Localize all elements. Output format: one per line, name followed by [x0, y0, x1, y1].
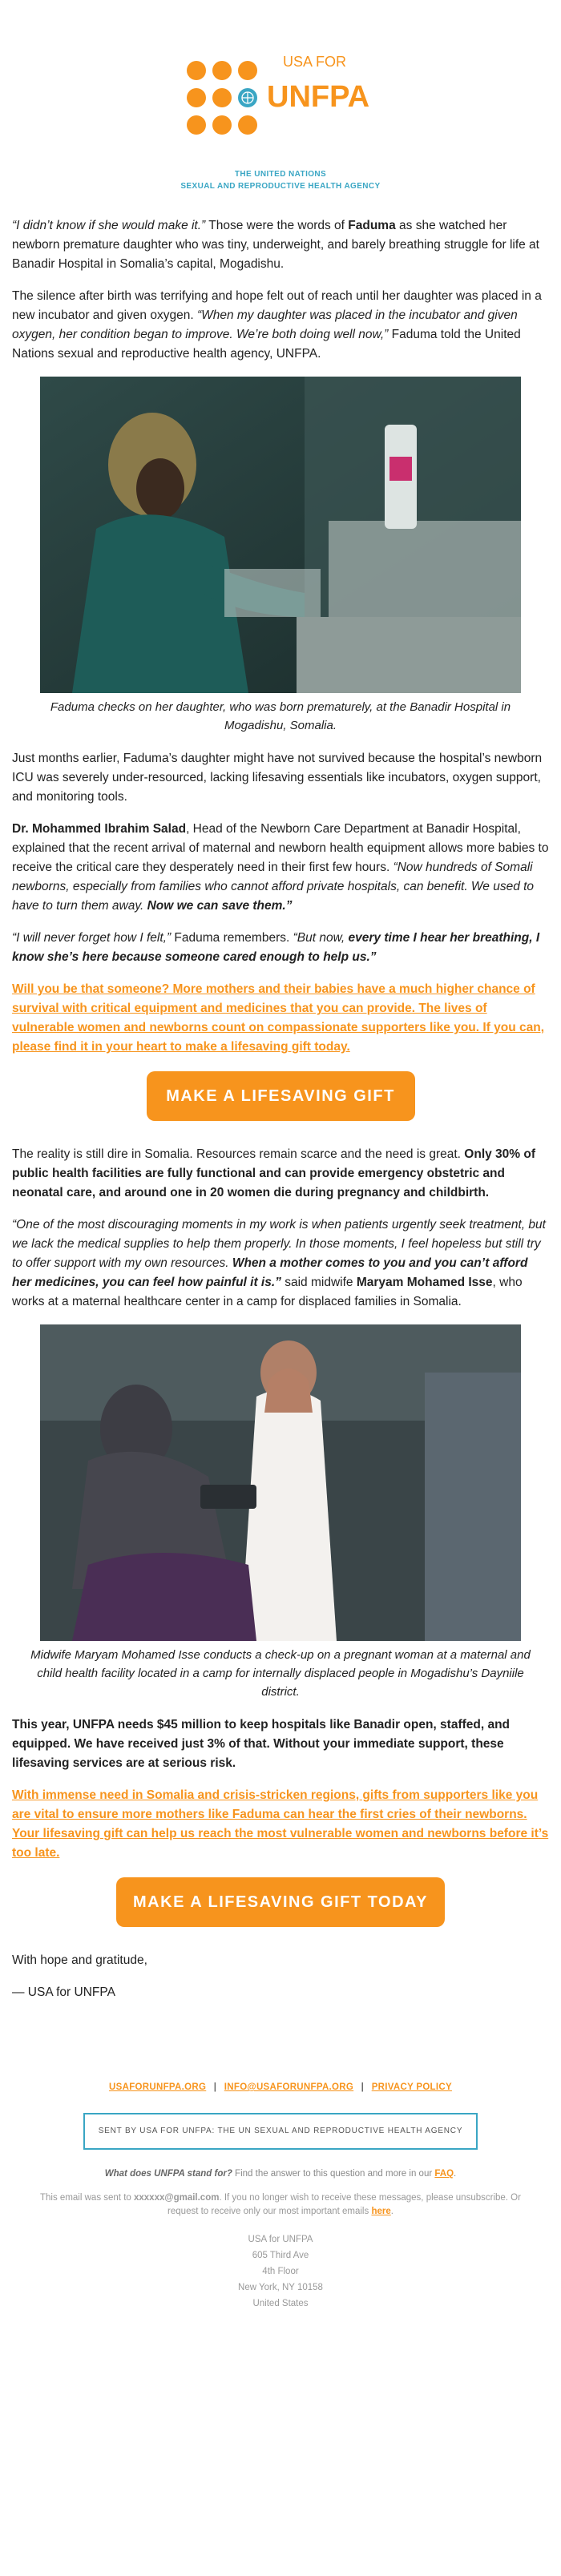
header [0, 0, 561, 216]
appeal-link-2[interactable]: With immense need in Somalia and crisis-stricken regions, gifts from supporters like you are vital to ensure more mothers like Faduma can hear the first cries of their newborns. Your lifesaving gift can help us reach the most vulnerable women and newborns before it’s too late. [12, 1788, 549, 1860]
signoff-line-1: With hope and gratitude, [12, 1953, 147, 1967]
faq-line: What does UNFPA stand for? Find the answer to this question and more in our FAQ. [104, 2169, 457, 2179]
email-link[interactable]: INFO@USAFORUNFPA.ORG [224, 2082, 354, 2092]
recipient-email: xxxxxx@gmail.com [133, 2193, 220, 2203]
paragraph-8: This year, UNFPA needs $45 million to keep hospitals like Banadir open, staffed, and equipped. We have received just 3% of that. Without your immediate support, these lifesaving services are at serious risk. [12, 1718, 511, 1770]
mailing-address: USA for UNFPA 605 Third Ave 4th Floor New York, NY 10158 United States [238, 2235, 323, 2308]
tagline: THE UNITED NATIONS SEXUAL AND REPRODUCTIVE HEALTH AGENCY [180, 170, 381, 191]
preferences-link[interactable]: here [371, 2207, 391, 2216]
footer-links: USAFORUNFPA.ORG | INFO@USAFORUNFPA.ORG | PRIVACY POLICY [109, 2082, 452, 2092]
unsubscribe-note: This email was sent to xxxxxx@gmail.com. If you no longer wish to receive these messages, please unsubscribe. Or request to receive only our most important emails here. [40, 2193, 521, 2216]
faq-link[interactable]: FAQ [434, 2169, 454, 2179]
make-gift-today-button[interactable]: MAKE A LIFESAVING GIFT TODAY [116, 1877, 445, 1927]
photo-nicu [40, 377, 521, 693]
logo-text-top: USA FOR [283, 54, 347, 70]
footer [12, 2082, 549, 2312]
paragraph-6: The reality is still dire in Somalia. Resources remain scarce and the need is great. Only 30% of public health facilities are fully functional and can provide emergency obstetric and neonatal care, and around one in 20 women die during pregnancy and childbirth. [12, 1147, 536, 1199]
photo-caption-1: Faduma checks on her daughter, who was born prematurely, at the Banadir Hospital in Mogadishu, Somalia. [50, 700, 511, 732]
privacy-policy-link[interactable]: PRIVACY POLICY [371, 2082, 452, 2092]
appeal-link-1[interactable]: Will you be that someone? More mothers and their babies have a much higher chance of survival with critical equipment and medicines that you can provide. The lives of vulnerable women and newborns count on compassionate supporters like you. If you can, please find it in your heart to make a lifesaving gift today. [12, 982, 545, 1054]
signoff-line-2: — USA for UNFPA [12, 1985, 115, 1999]
paragraph-4: Dr. Mohammed Ibrahim Salad, Head of the Newborn Care Department at Banadir Hospital, explained that the recent arrival of maternal and newborn health equipment allows more babies to receive the critical care they desperately need in their first few hours. “Now hundreds of Somali newborns, especially from families who cannot afford private hospitals, can benefit. We used to have to turn them away. Now we can save them.” [12, 822, 549, 913]
website-link[interactable]: USAFORUNFPA.ORG [109, 2082, 207, 2092]
content [0, 216, 561, 2312]
paragraph-1: “I didn’t know if she would make it.” Those were the words of Faduma as she watched her newborn premature daughter who was tiny, underweight, and barely breathing struggle for life at Banadir Hospital in Somalia’s capital, Mogadishu. [12, 219, 539, 271]
photo-caption-2: Midwife Maryam Mohamed Isse conducts a check-up on a pregnant woman at a maternal and child health facility located in a camp for internally displaced people in Mogadishu’s Dayniile district. [30, 1648, 531, 1699]
make-gift-button[interactable]: MAKE A LIFESAVING GIFT [147, 1071, 415, 1121]
photo-midwife [40, 1324, 521, 1641]
paragraph-3: Just months earlier, Faduma’s daughter might have not survived because the hospital’s newborn ICU was severely under-resourced, lacking lifesaving essentials like incubators, oxygen support, and monitoring tools. [12, 752, 543, 804]
paragraph-5: “I will never forget how I felt,” Faduma remembers. “But now, every time I hear her breathing, I know she’s here because someone cared enough to help us.” [12, 931, 540, 964]
logo-text-main: UNFPA [267, 80, 370, 114]
sent-by-box: SENT BY USA FOR UNFPA: THE UN SEXUAL AND REPRODUCTIVE HEALTH AGENCY [83, 2113, 478, 2150]
paragraph-2: The silence after birth was terrifying and hope felt out of reach until her daughter was placed in a new incubator and given oxygen. “When my daughter was placed in the incubator and given oxygen, her condition began to improve. We’re both doing well now,” Faduma told the United Nations sexual and reproductive health agency, UNFPA. [12, 289, 542, 361]
paragraph-7: “One of the most discouraging moments in my work is when patients urgently seek treatment, but we lack the medical supplies to help them properly. In those moments, I feel hopeless but still try to offer support with my own resources. When a mother comes to you and you can’t afford her medicines, you can feel how painful it is.” said midwife Maryam Mohamed Isse, who works at a maternal healthcare center in a camp for displaced families in Somalia. [12, 1218, 546, 1308]
